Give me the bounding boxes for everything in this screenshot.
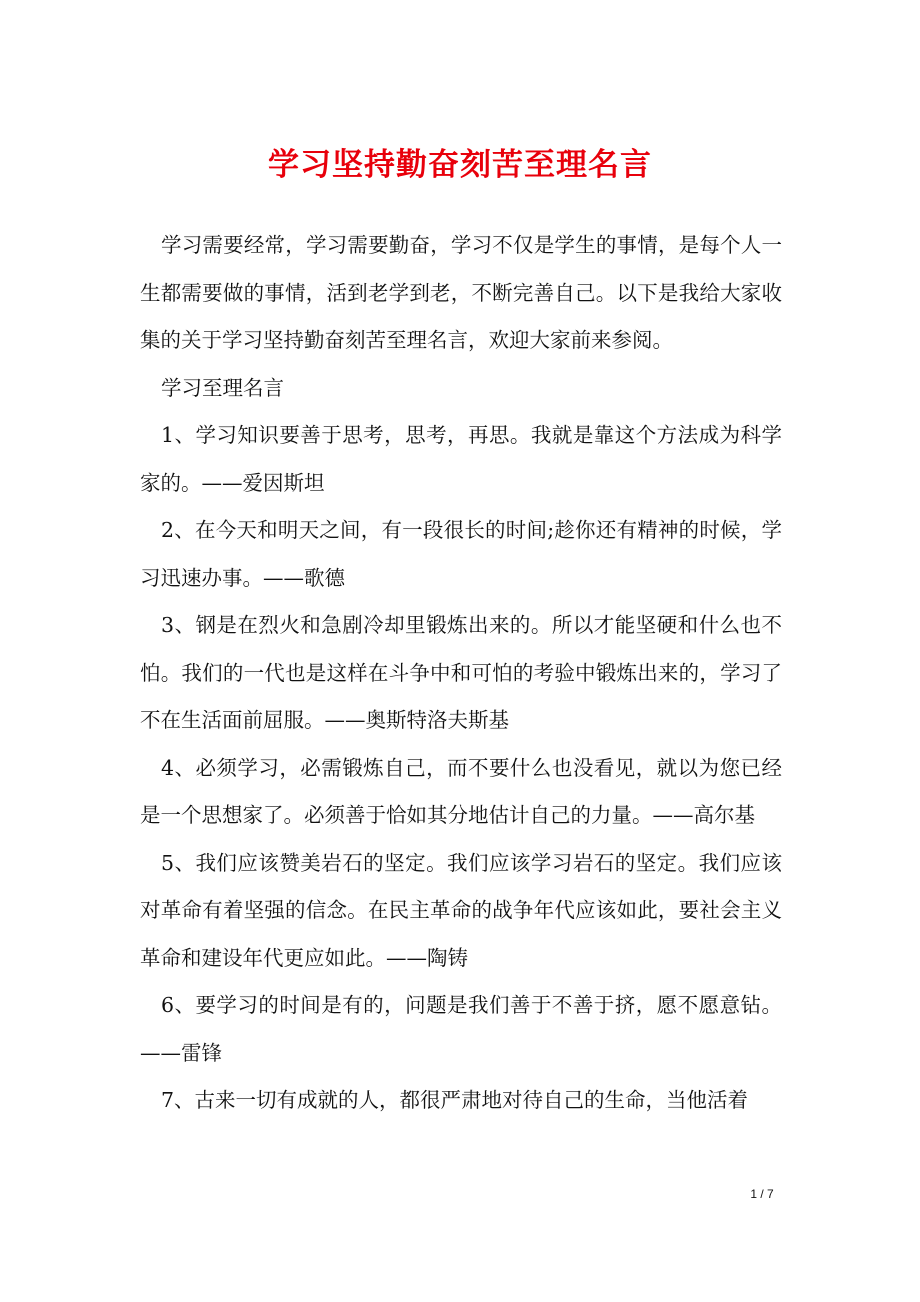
page-number: 1 / 7: [750, 1187, 774, 1201]
quote-paragraph-2: 2、在今天和明天之间，有一段很长的时间;趁你还有精神的时候，学习迅速办事。——歌德: [140, 518, 782, 590]
quote-paragraph-1: 1、学习知识要善于思考，思考，再思。我就是靠这个方法成为科学家的。——爱因斯坦: [140, 423, 782, 495]
intro-paragraph: 学习需要经常，学习需要勤奋，学习不仅是学生的事情，是每个人一生都需要做的事情，活到老学到老，不断完善自己。以下是我给大家收集的关于学习坚持勤奋刻苦至理名言，欢迎大家前来参阅。: [140, 233, 782, 352]
document-title: 学习坚持勤奋刻苦至理名言: [268, 147, 652, 183]
quote-paragraph-6: 6、要学习的时间是有的，问题是我们善于不善于挤，愿不愿意钻。——雷锋: [140, 993, 782, 1065]
quote-paragraph-5: 5、我们应该赞美岩石的坚定。我们应该学习岩石的坚定。我们应该对革命有着坚强的信念。在民主革命的战争年代应该如此，要社会主义革命和建设年代更应如此。——陶铸: [140, 850, 782, 970]
document-body: [140, 222, 782, 1125]
quote-paragraph-3: 3、钢是在烈火和急剧冷却里锻炼出来的。所以才能坚硬和什么也不怕。我们的一代也是这样在斗争中和可怕的考验中锻炼出来的，学习了不在生活面前屈服。——奥斯特洛夫斯基: [140, 613, 782, 732]
section-heading: 学习至理名言: [161, 375, 284, 400]
quote-paragraph-4: 4、必须学习，必需锻炼自己，而不要什么也没看见，就以为您已经是一个思想家了。必须善于恰如其分地估计自己的力量。——高尔基: [140, 755, 782, 827]
quote-paragraph-7: 7、古来一切有成就的人，都很严肃地对待自己的生命，当他活着: [161, 1088, 749, 1112]
